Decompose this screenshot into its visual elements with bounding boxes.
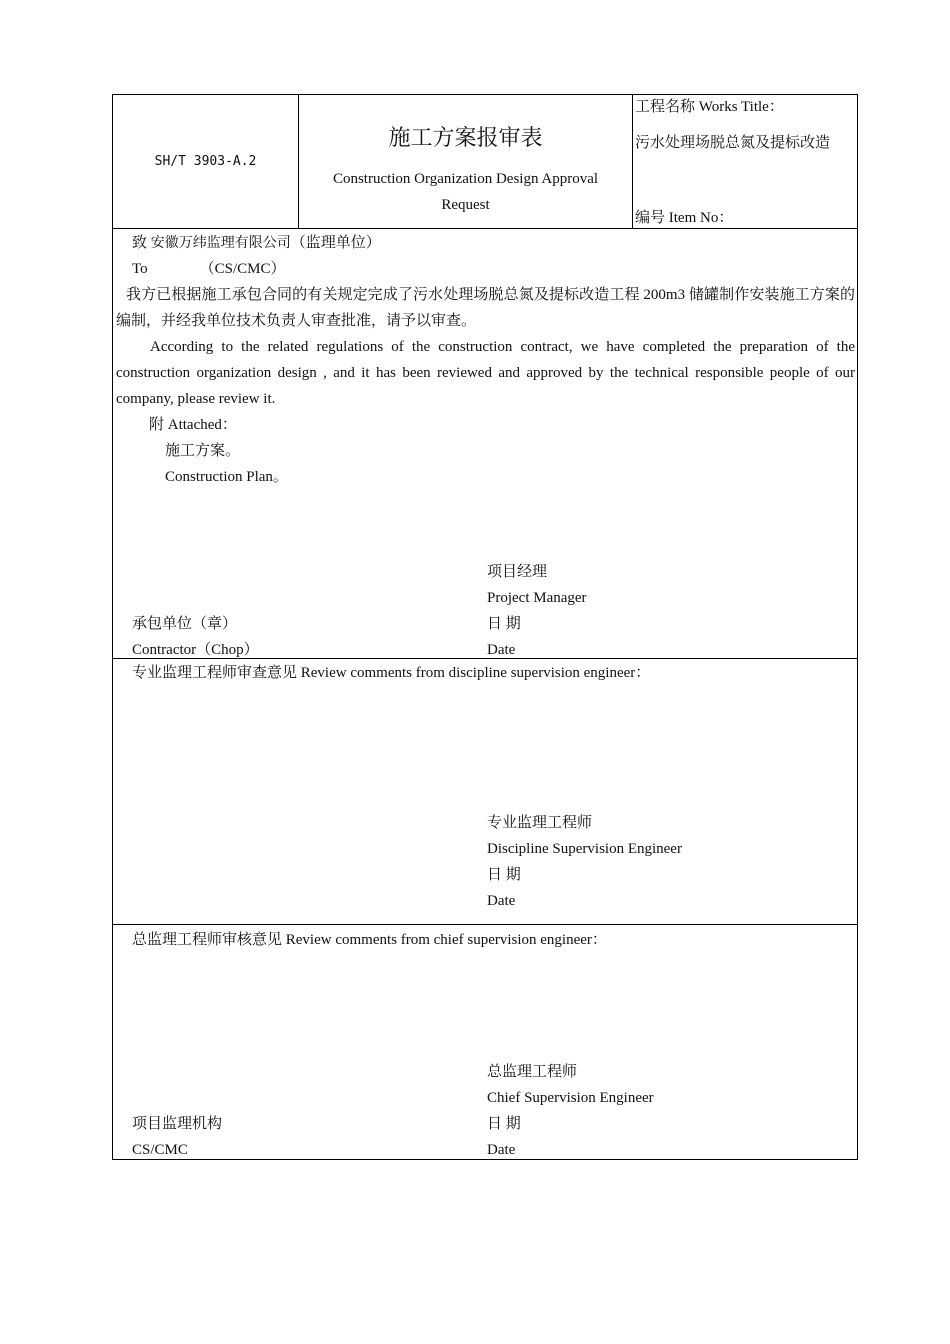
attached-en: Construction Plan。 xyxy=(165,469,288,485)
attached-label: 附 Attached： xyxy=(149,417,237,433)
contractor-cn: 承包单位（章） xyxy=(132,616,238,632)
submission-section xyxy=(113,229,857,659)
contractor-en: Contractor（Chop） xyxy=(132,642,259,658)
works-info-cell xyxy=(633,95,857,228)
item-no-label: 编号 Item No： xyxy=(635,210,734,226)
to-line-en xyxy=(132,256,286,282)
to-line-cn xyxy=(132,230,381,256)
discipline-review-section xyxy=(113,659,857,925)
chief-review-section xyxy=(113,925,857,1159)
chief-review-heading: 总监理工程师审核意见 Review comments from chief supervision engineer： xyxy=(132,932,607,948)
form-title-cn: 施工方案报审表 xyxy=(388,125,543,150)
date-en: Date xyxy=(487,642,516,658)
chief-date-cn: 日 期 xyxy=(487,1116,521,1132)
works-title-label: 工程名称 Works Title： xyxy=(635,99,784,115)
supervision-org-en: CS/CMC xyxy=(132,1142,188,1158)
supervision-org-cn: 项目监理机构 xyxy=(132,1116,223,1132)
form-title-en: Construction Organization Design Approval Request xyxy=(332,171,599,213)
discipline-date-en: Date xyxy=(487,893,516,909)
project-manager-en: Project Manager xyxy=(487,590,587,606)
form-header xyxy=(113,95,857,229)
to-prefix: 致 xyxy=(132,235,151,251)
to-en: To xyxy=(132,261,148,277)
discipline-date-cn: 日 期 xyxy=(487,867,521,883)
discipline-review-heading: 专业监理工程师审查意见 Review comments from discipline supervision engineer： xyxy=(132,665,651,681)
chief-engineer-cn: 总监理工程师 xyxy=(487,1064,578,1080)
project-manager-cn: 项目经理 xyxy=(487,564,548,580)
works-title-value: 污水处理场脱总氮及提标改造 xyxy=(635,135,831,151)
discipline-engineer-en: Discipline Supervision Engineer xyxy=(487,841,682,857)
statement-cn: 我方已根据施工承包合同的有关规定完成了污水处理场脱总氮及提标改造工程 200m3 储罐制作安装施工方案的编制，并经我单位技术负责人审查批准，请予以审查。 xyxy=(116,287,855,329)
supervision-company: 安徽万纬监理有限公司 xyxy=(150,235,291,251)
statement-en: According to the related regulations of the construction contract, we have completed the preparation of the construction organization design , and it has been reviewed and approved by the technical responsible people of our company, please review it. xyxy=(116,339,855,407)
form-title-cell xyxy=(299,95,633,228)
chief-date-en: Date xyxy=(487,1142,516,1158)
discipline-engineer-cn: 专业监理工程师 xyxy=(487,815,593,831)
to-en-suffix: （CS/CMC） xyxy=(199,261,286,277)
date-cn: 日 期 xyxy=(487,616,521,632)
to-suffix: （监理单位） xyxy=(290,235,381,251)
attached-cn: 施工方案。 xyxy=(165,443,241,459)
chief-engineer-en: Chief Supervision Engineer xyxy=(487,1090,654,1106)
standard-code: SH/T 3903-A.2 xyxy=(113,95,299,228)
approval-form xyxy=(112,94,858,1160)
